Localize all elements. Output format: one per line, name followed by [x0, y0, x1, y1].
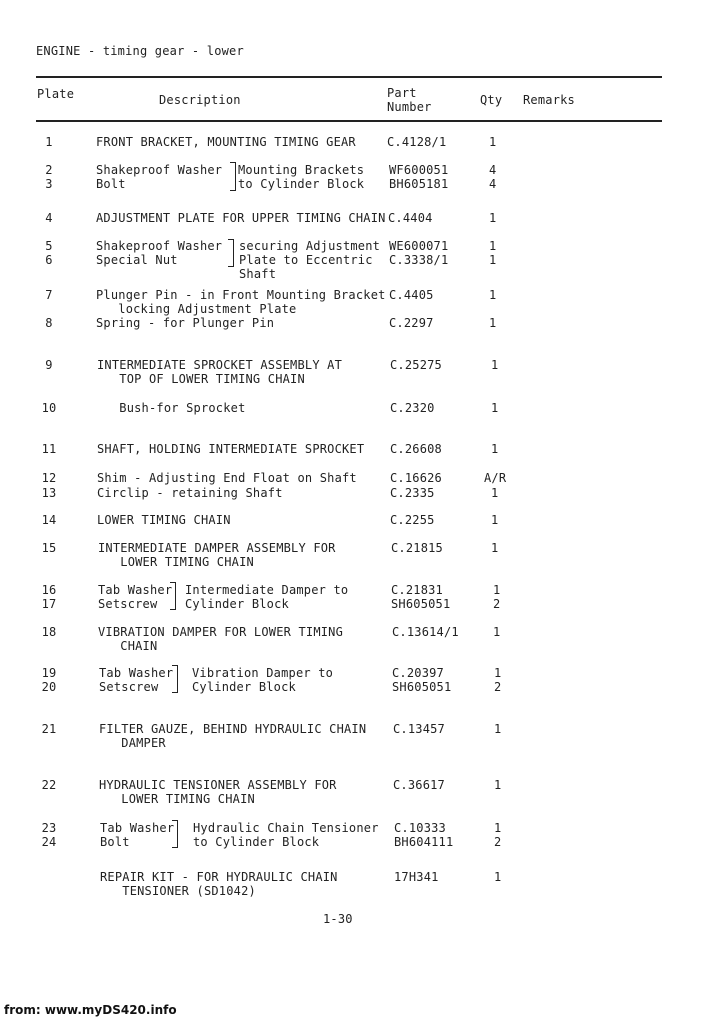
group-bracket	[172, 665, 178, 693]
part-number: C.2297	[389, 316, 434, 330]
part-number: C.26608	[390, 442, 442, 456]
quantity: 1	[491, 513, 499, 527]
plate-number: 4	[45, 211, 53, 225]
plate-number: 1	[45, 135, 53, 149]
plate-number: 8	[45, 316, 53, 330]
part-description: Circlip - retaining Shaft	[97, 486, 283, 500]
part-description: LOWER TIMING CHAIN	[98, 555, 254, 569]
quantity: 1	[489, 288, 497, 302]
part-description: Plunger Pin - in Front Mounting Bracket	[96, 288, 386, 302]
group-bracket	[228, 239, 234, 267]
part-description: Shakeproof Washer	[96, 239, 223, 253]
part-number: C.16626	[390, 471, 442, 485]
plate-number: 18	[41, 625, 57, 639]
group-desc: Plate to Eccentric	[239, 253, 373, 267]
part-description: LOWER TIMING CHAIN	[99, 792, 255, 806]
quantity: 2	[493, 597, 501, 611]
part-description: FRONT BRACKET, MOUNTING TIMING GEAR	[96, 135, 356, 149]
part-description: VIBRATION DAMPER FOR LOWER TIMING	[98, 625, 344, 639]
part-description: Tab Washer	[100, 821, 175, 835]
part-number: BH604111	[394, 835, 454, 849]
plate-number: 7	[45, 288, 53, 302]
part-number: C.10333	[394, 821, 446, 835]
part-number: C.4404	[388, 211, 433, 225]
plate-number: 6	[45, 253, 53, 267]
quantity: 1	[491, 541, 499, 555]
group-desc: to Cylinder Block	[238, 177, 365, 191]
quantity: 1	[491, 358, 499, 372]
quantity: 1	[491, 401, 499, 415]
quantity: 1	[493, 583, 501, 597]
part-description: ADJUSTMENT PLATE FOR UPPER TIMING CHAIN	[96, 211, 386, 225]
quantity: 1	[489, 135, 497, 149]
part-number: SH605051	[391, 597, 451, 611]
part-number: C.2255	[390, 513, 435, 527]
plate-number: 13	[41, 486, 57, 500]
part-description: Bush-for Sprocket	[97, 401, 246, 415]
part-number: C.2320	[390, 401, 435, 415]
plate-number: 11	[41, 442, 57, 456]
group-desc: Cylinder Block	[185, 597, 289, 611]
part-description: Setscrew	[99, 680, 159, 694]
part-number: C.21831	[391, 583, 443, 597]
part-description: HYDRAULIC TENSIONER ASSEMBLY FOR	[99, 778, 337, 792]
part-number: C.4405	[389, 288, 434, 302]
part-number: WE600071	[389, 239, 449, 253]
quantity: 1	[489, 239, 497, 253]
part-description: LOWER TIMING CHAIN	[97, 513, 231, 527]
group-desc: Cylinder Block	[192, 680, 296, 694]
part-description: locking Adjustment Plate	[96, 302, 297, 316]
header-qty: Qty	[480, 93, 503, 107]
header-remarks: Remarks	[523, 93, 575, 107]
quantity: 4	[489, 163, 497, 177]
group-desc: Mounting Brackets	[238, 163, 365, 177]
quantity: 1	[493, 625, 501, 639]
part-number: C.25275	[390, 358, 442, 372]
part-number: WF600051	[389, 163, 449, 177]
quantity: A/R	[484, 471, 507, 485]
quantity: 2	[494, 680, 502, 694]
plate-number: 17	[41, 597, 57, 611]
header-rule-bottom	[36, 120, 662, 122]
part-description: TOP OF LOWER TIMING CHAIN	[97, 372, 305, 386]
plate-number: 9	[45, 358, 53, 372]
part-description: Special Nut	[96, 253, 178, 267]
plate-number: 10	[41, 401, 57, 415]
part-description: Shim - Adjusting End Float on Shaft	[97, 471, 357, 485]
quantity: 1	[491, 486, 499, 500]
plate-number: 2	[45, 163, 53, 177]
part-description: Shakeproof Washer	[96, 163, 223, 177]
plate-number: 23	[41, 821, 57, 835]
group-bracket	[172, 820, 178, 848]
group-bracket	[170, 582, 176, 610]
plate-number: 12	[41, 471, 57, 485]
header-plate: Plate	[37, 87, 75, 101]
plate-number: 20	[41, 680, 57, 694]
page-title: ENGINE - timing gear - lower	[36, 44, 244, 58]
part-description: CHAIN	[98, 639, 158, 653]
source-footer: from: www.myDS420.info	[4, 1003, 177, 1017]
quantity: 1	[489, 253, 497, 267]
header-rule-top	[36, 76, 662, 78]
part-description: SHAFT, HOLDING INTERMEDIATE SPROCKET	[97, 442, 365, 456]
part-number: C.13614/1	[392, 625, 459, 639]
part-description: DAMPER	[99, 736, 166, 750]
part-description: Bolt	[96, 177, 126, 191]
part-description: INTERMEDIATE SPROCKET ASSEMBLY AT	[97, 358, 343, 372]
quantity: 1	[494, 778, 502, 792]
part-description: Spring - for Plunger Pin	[96, 316, 275, 330]
group-desc: to Cylinder Block	[193, 835, 320, 849]
part-description: Setscrew	[98, 597, 158, 611]
quantity: 1	[494, 821, 502, 835]
part-description: TENSIONER (SD1042)	[100, 884, 256, 898]
part-number: C.20397	[392, 666, 444, 680]
group-desc: Vibration Damper to	[192, 666, 334, 680]
plate-number: 19	[41, 666, 57, 680]
group-desc: securing Adjustment	[239, 239, 381, 253]
part-number: C.3338/1	[389, 253, 449, 267]
plate-number: 5	[45, 239, 53, 253]
part-number: C.2335	[390, 486, 435, 500]
part-number: 17H341	[394, 870, 439, 884]
quantity: 1	[489, 211, 497, 225]
quantity: 4	[489, 177, 497, 191]
part-number: BH605181	[389, 177, 449, 191]
plate-number: 14	[41, 513, 57, 527]
group-desc: Hydraulic Chain Tensioner	[193, 821, 379, 835]
quantity: 1	[494, 722, 502, 736]
plate-number: 15	[41, 541, 57, 555]
part-description: Tab Washer	[98, 583, 173, 597]
part-description: Tab Washer	[99, 666, 174, 680]
part-number: C.4128/1	[387, 135, 447, 149]
part-description: REPAIR KIT - FOR HYDRAULIC CHAIN	[100, 870, 338, 884]
quantity: 1	[494, 666, 502, 680]
part-number: C.13457	[393, 722, 445, 736]
part-number: C.21815	[391, 541, 443, 555]
group-bracket	[230, 162, 236, 191]
plate-number: 22	[41, 778, 57, 792]
group-desc: Intermediate Damper to	[185, 583, 349, 597]
quantity: 1	[491, 442, 499, 456]
plate-number: 16	[41, 583, 57, 597]
header-description: Description	[159, 93, 241, 107]
part-description: FILTER GAUZE, BEHIND HYDRAULIC CHAIN	[99, 722, 367, 736]
part-description: INTERMEDIATE DAMPER ASSEMBLY FOR	[98, 541, 336, 555]
part-description: Bolt	[100, 835, 130, 849]
page-number: 1-30	[323, 912, 353, 926]
quantity: 1	[494, 870, 502, 884]
plate-number: 24	[41, 835, 57, 849]
plate-number: 3	[45, 177, 53, 191]
header-part: Part	[387, 86, 417, 100]
quantity: 1	[489, 316, 497, 330]
group-desc: Shaft	[239, 267, 277, 281]
part-number: C.36617	[393, 778, 445, 792]
part-number: SH605051	[392, 680, 452, 694]
header-number: Number	[387, 100, 432, 114]
plate-number: 21	[41, 722, 57, 736]
quantity: 2	[494, 835, 502, 849]
